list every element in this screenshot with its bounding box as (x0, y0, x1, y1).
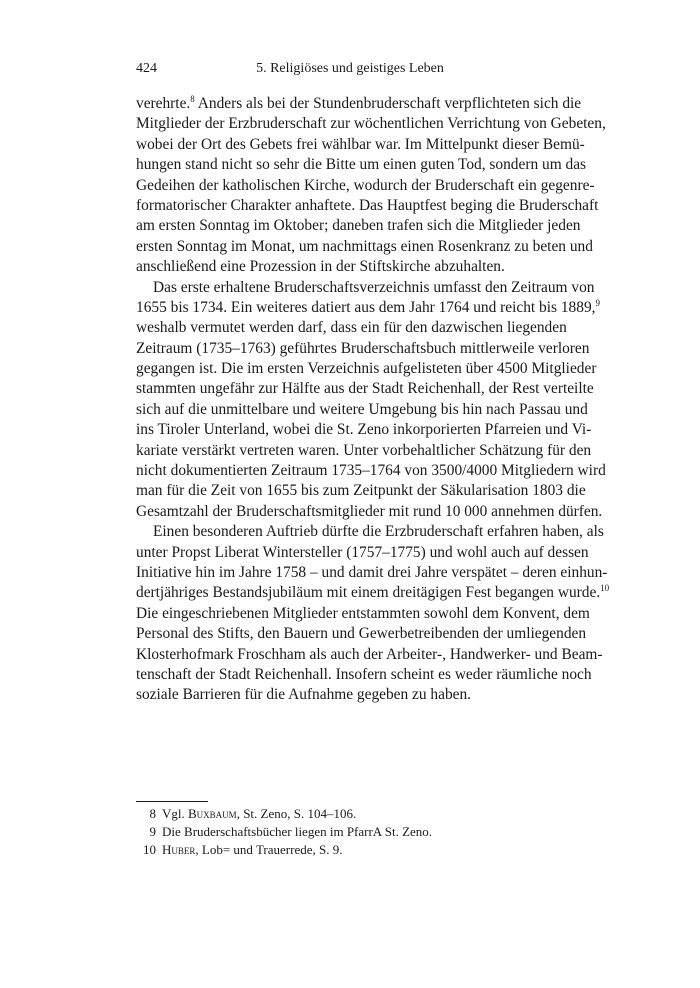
text-line: Mitglieder der Erzbruderschaft zur wöchentlichen Verrichtung von Gebeten, (136, 115, 606, 133)
text-line: Das erste erhaltene Bruderschaftsverzeichnis umfasst den Zeitraum von (153, 278, 595, 296)
text-line: ins Tiroler Unterland, wobei die St. Zeno inkorporierten Pfarreien und Vi- (136, 421, 592, 439)
text-line: sich auf die unmittelbare und weitere Umgebung bis hin nach Passau und (136, 400, 588, 418)
footnote-marker: 10 (600, 583, 610, 594)
text-line: Zeitraum (1735–1763) geführtes Bruderschaftsbuch mittlerweile verloren (136, 339, 590, 357)
footnote-number: 9 (149, 824, 156, 839)
text-line: unter Propst Liberat Wintersteller (1757–1775) und wohl auch auf dessen (136, 543, 589, 561)
running-title: 5. Religiöses und geistiges Leben (256, 61, 444, 76)
text-line: Gesamtzahl der Bruderschaftsmitglieder mit rund 10 000 annehmen dürfen. (136, 502, 603, 520)
footnotes (136, 805, 564, 859)
text-line: verehrte.$^8$ Anders als bei der Stundenbruderschaft verpflichteten sich die (136, 94, 582, 112)
text-line: gegangen ist. Die im ersten Verzeichnis aufgelisteten über 4500 Mitglieder (136, 360, 597, 378)
text-line: man für die Zeit von 1655 bis zum Zeitpunkt der Säkularisation 1803 die (136, 482, 586, 500)
footnote-text: Huber, Lob= und Trauerrede, S. 9. (162, 842, 343, 857)
text-line: Die eingeschriebenen Mitglieder entstammten sowohl dem Konvent, dem (136, 604, 590, 622)
text-line: Gedeihen der katholischen Kirche, wodurch der Bruderschaft ein gegenre- (136, 176, 595, 194)
text-line: dertjähriges Bestandsjubiläum mit einem dreitägigen Fest begangen wurde.$^{10}$ (136, 583, 610, 602)
text-line: tenschaft der Stadt Reichenhall. Insofern scheint es weder räumliche noch (136, 665, 592, 683)
footnote-number: 10 (143, 842, 156, 857)
body-text (136, 94, 610, 706)
text-line: Einen besonderen Auftrieb dürfte die Erzbruderschaft erfahren haben, als (153, 523, 604, 541)
footnote-marker: 8 (190, 94, 195, 104)
footnote-number: 8 (149, 806, 156, 821)
footnote-rule (136, 801, 208, 802)
paragraph (136, 278, 606, 523)
text-line: soziale Barrieren für die Aufnahme gegeben zu haben. (136, 686, 472, 704)
text-line: formatorischer Charakter anhaftete. Das Hauptfest beging die Bruderschaft (136, 196, 599, 214)
text-line: am ersten Sonntag im Oktober; daneben trafen sich die Mitglieder jeden (136, 217, 581, 235)
text-line: nicht dokumentierten Zeitraum 1735–1764 von 3500/4000 Mitgliedern wird (136, 462, 606, 480)
footnote-text: Die Bruderschaftsbücher liegen im PfarrA St. Zeno. (162, 824, 433, 839)
text-line: ersten Sonntag im Monat, um nachmittags einen Rosenkranz zu beten und (136, 237, 593, 255)
text-line: Personal des Stifts, den Bauern und Gewerbetreibenden der umliegenden (136, 625, 587, 643)
footnote (136, 823, 564, 841)
text-line: Klosterhofmark Froschham als auch der Arbeiter-, Handwerker- und Beam- (136, 645, 603, 663)
text-line: anschließend eine Prozession in der Stiftskirche abzuhalten. (136, 258, 505, 276)
text-line: weshalb vermutet werden darf, dass ein für den dazwischen liegenden (136, 319, 567, 337)
text-line: Initiative hin im Jahre 1758 – und damit drei Jahre verspätet – deren einhun- (136, 563, 608, 581)
text-line: 1655 bis 1734. Ein weiteres datiert aus dem Jahr 1764 und reicht bis 1889,$^9$ (136, 297, 600, 316)
text-line: kariate verstärkt vertreten waren. Unter vorbehaltlicher Schätzung für den (136, 441, 592, 459)
text-line: hungen stand nicht so sehr die Bitte um einen guten Tod, sondern um das (136, 156, 587, 174)
paragraph (136, 94, 606, 278)
footnote (136, 805, 564, 823)
footnote (136, 841, 564, 859)
paragraph (136, 522, 610, 706)
footnote-text: Vgl. Buxbaum, St. Zeno, S. 104–106. (162, 806, 357, 821)
page-number: 424 (136, 61, 157, 76)
text-line: wobei der Ort des Gebets frei wählbar war. Im Mittelpunkt dieser Bemü- (136, 135, 585, 153)
text-line: stammten ungefähr zur Hälfte aus der Stadt Reichenhall, der Rest verteilte (136, 380, 594, 398)
footnote-marker: 9 (595, 297, 600, 308)
